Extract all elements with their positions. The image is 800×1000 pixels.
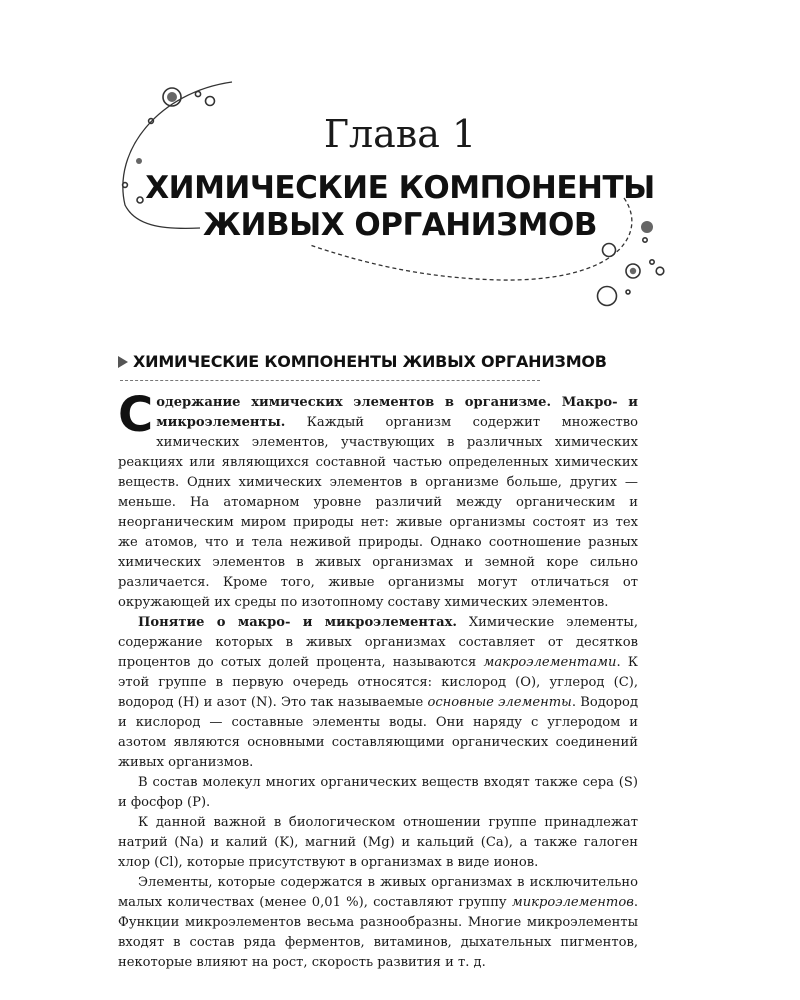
paragraph-1-lead: одержание химических элементов в организме. Макро- и микроэлементы. [156, 395, 638, 430]
paragraph-2-text-a: Химические элементы, содержание которых в живых организмах составляет от десятков процентов до сотых долей процента, называются [118, 615, 638, 670]
ring-br-c [650, 260, 654, 264]
chapter-decoration [0, 0, 800, 320]
paragraph-5-text-a: Элементы, которые содержатся в живых организмах в исключительно малых количествах (менее 0,01 %), составляют группу [118, 875, 638, 910]
ring-br-b [603, 244, 616, 257]
paragraph-2 [118, 613, 638, 773]
paragraph-1 [118, 387, 638, 613]
ring-br-e [598, 287, 617, 306]
chapter-title-line-1: ХИМИЧЕСКИЕ КОМПОНЕНТЫ [145, 170, 655, 206]
section-heading [118, 352, 607, 371]
term-macroelements: макроэлементами [483, 655, 617, 670]
ring-small-b [206, 97, 215, 106]
section-heading-text: ХИМИЧЕСКИЕ КОМПОНЕНТЫ ЖИВЫХ ОРГАНИЗМОВ [133, 352, 607, 371]
paragraph-2-text-b: . К этой группе в первую очередь относятся: кислород (O), углерод (C), водород (H) и азот (N). Это так называемые [118, 655, 638, 710]
chapter-title-line-2: ЖИВЫХ ОРГАНИЗМОВ [203, 207, 597, 243]
paragraph-4: К данной важной в биологическом отношении группе принадлежат натрий (Na) и калий (K), магний (Mg) и кальций (Ca), а также галоген хлор (Cl), которые присутствуют в организмах в виде ионов. [118, 815, 638, 870]
paragraph-2-text-c: . Водород и кислород — составные элементы воды. Они наряду с углеродом и азотом являются основными составляющими органических соединений живых организмов. [118, 695, 639, 770]
paragraph-1-text: Каждый организм содержит множество химических элементов, участвующих в различных химических реакциях или являющихся составной частью определенных химических веществ. Одних химических элементов в организме больше, других — меньше. На атомарном уровне различий между органическим и неорганическим миром природы нет: живые организмы состоят из тех же атомов, что и тела неживой природы. Однако соотношение разных химических элементов в живых организмах и земной коре сильно различается. Кроме того, живые организмы могут отличаться от окружающей их среды по изотопному составу химических элементов. [118, 415, 638, 610]
ring-br-d [656, 267, 664, 275]
triangle-marker-icon [118, 356, 128, 368]
dot-target-center [167, 92, 177, 102]
term-microelements: микроэлементов [511, 895, 634, 910]
dot-filled-small [136, 158, 142, 164]
paragraph-2-lead: Понятие о макро- и микроэлементах. [138, 615, 457, 630]
drop-cap: С [118, 387, 154, 443]
paragraph-5 [118, 873, 638, 973]
section-dashed-rule [120, 380, 540, 381]
chapter-label: Глава 1 [323, 112, 477, 156]
term-basic-elements: основные элементы [427, 695, 572, 710]
body-text [118, 387, 639, 973]
paragraph-3: В состав молекул многих органических веществ входят также сера (S) и фосфор (P). [118, 775, 638, 810]
chapter-title [0, 170, 800, 244]
ring-br-f [626, 290, 630, 294]
paragraph-5-text-b: . Функции микроэлементов весьма разнообразны. Многие микроэлементы входят в состав ряда ферментов, витаминов, дыхательных пигментов, некоторые влияют на рост, скорость развития и т. д. [118, 895, 638, 970]
dot-br-target-center [630, 268, 636, 274]
